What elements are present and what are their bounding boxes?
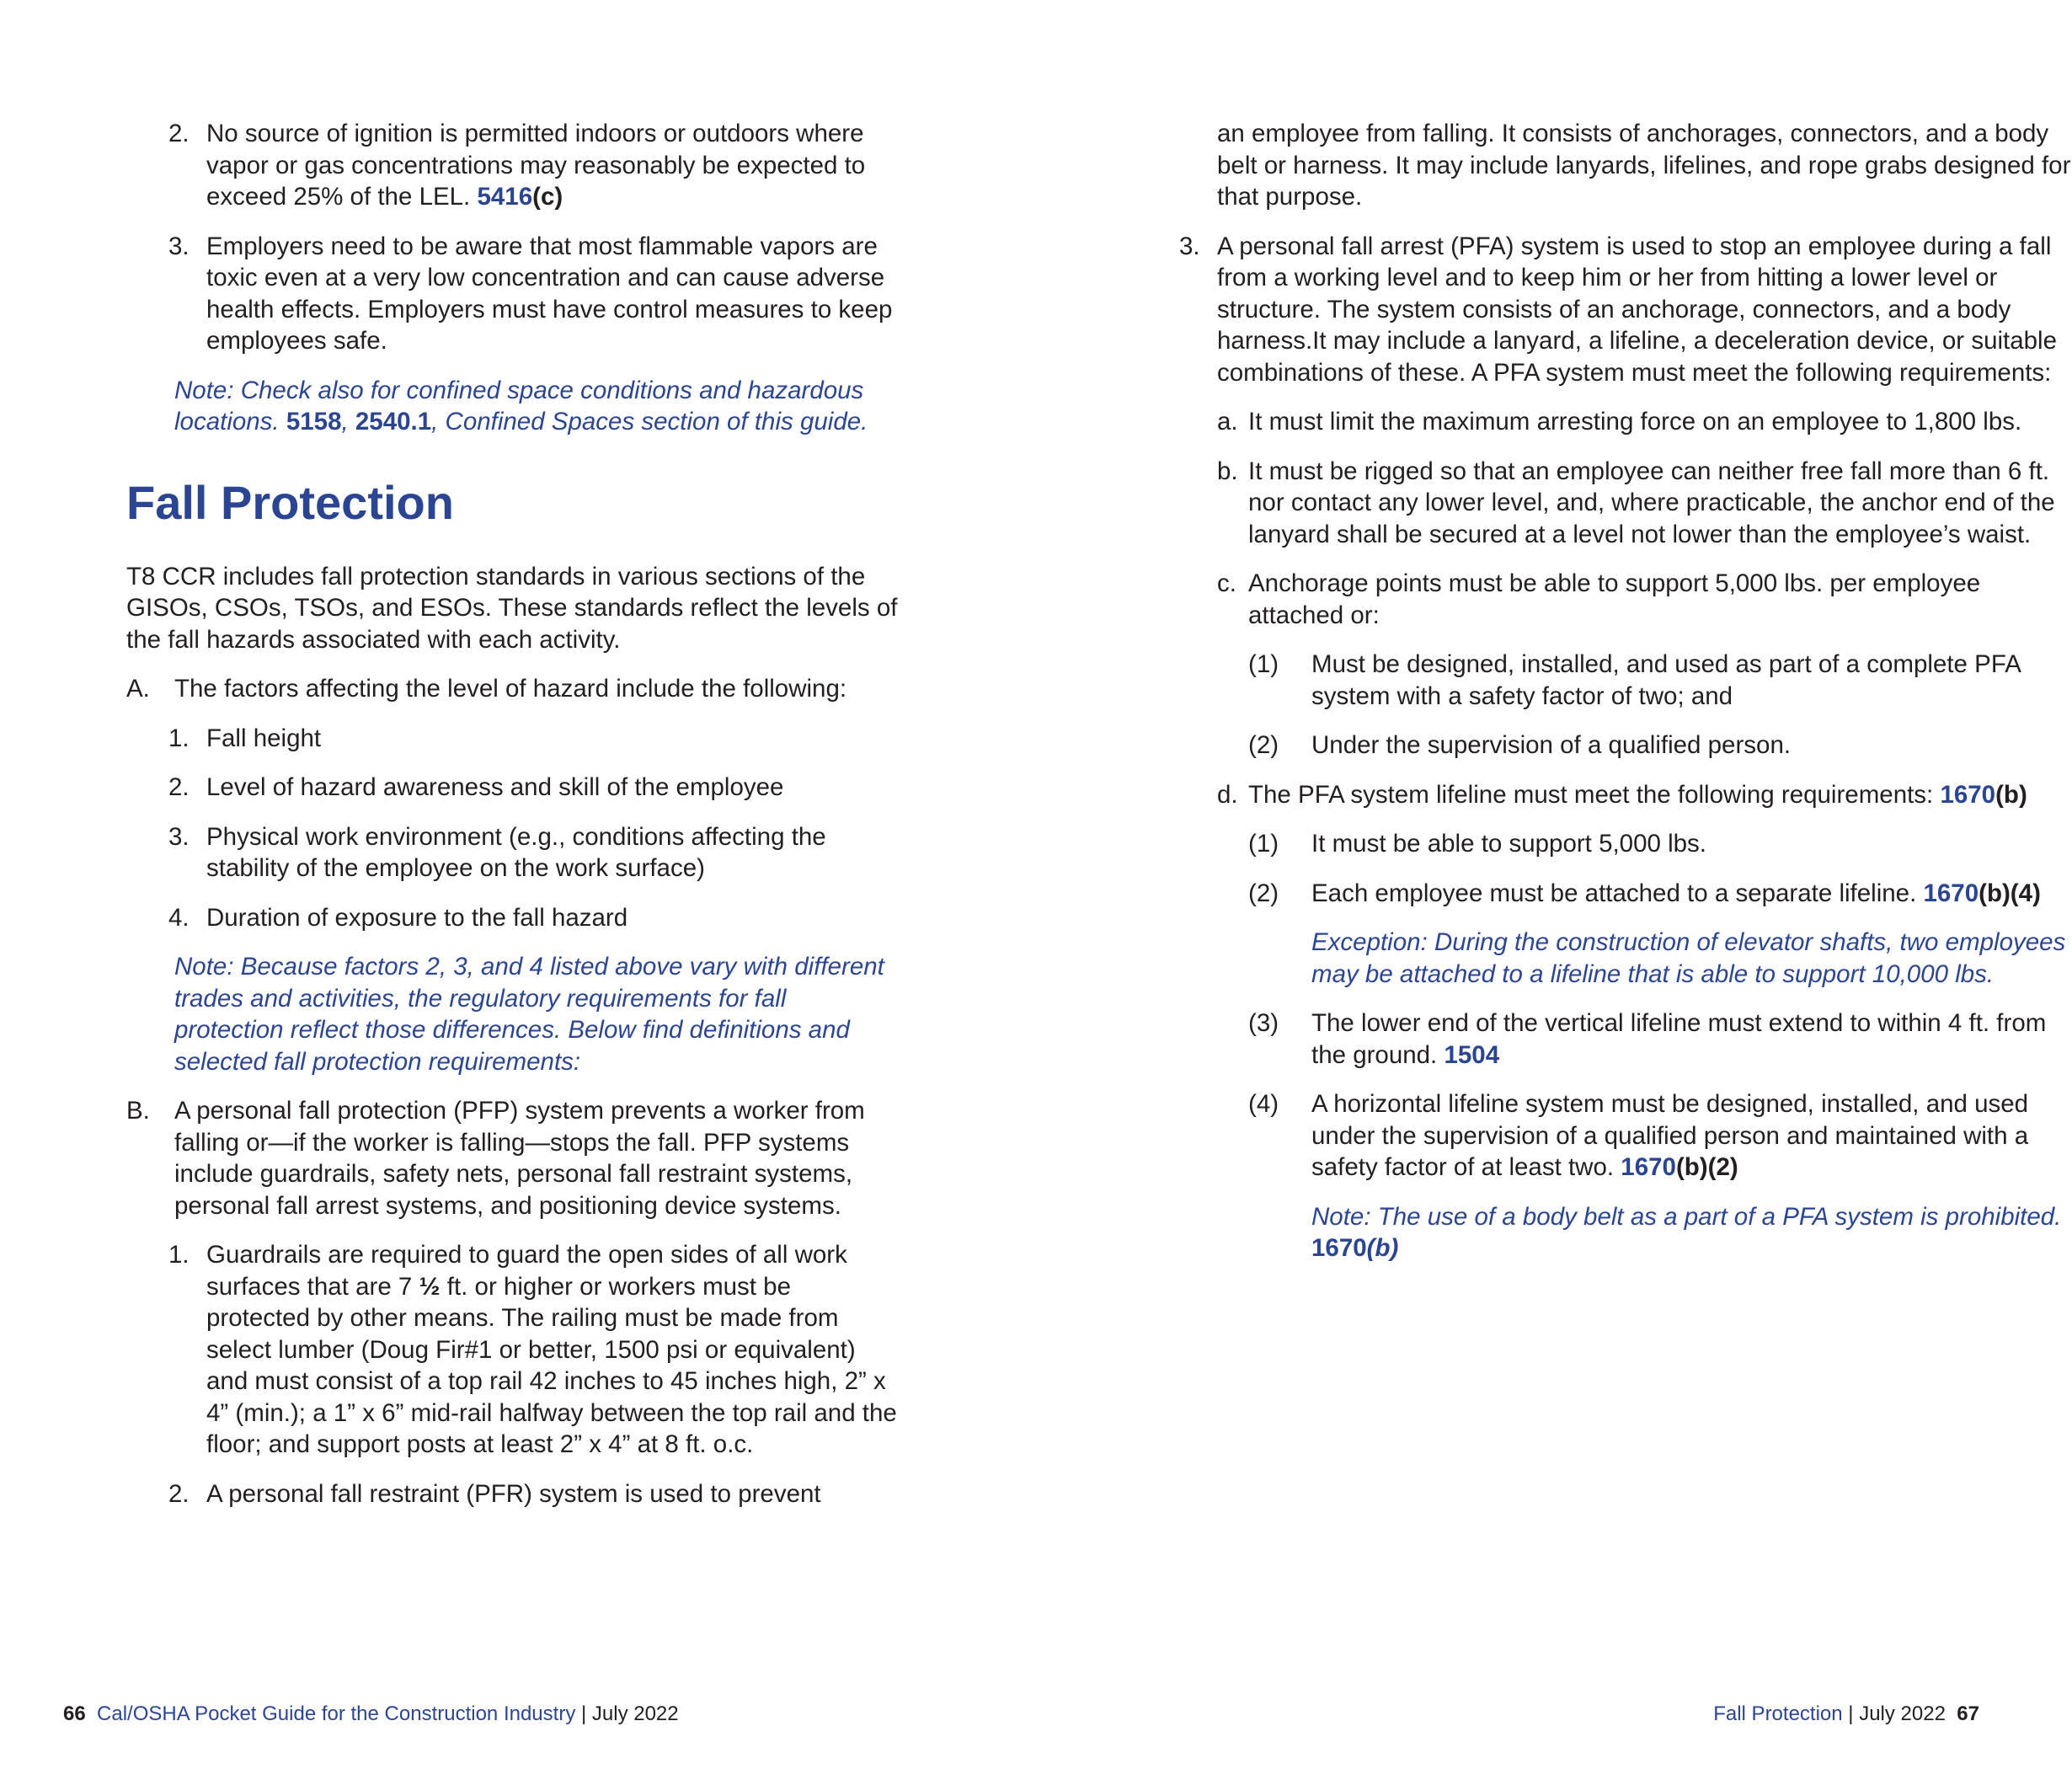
list-item-pfa: 3. A personal fall arrest (PFA) system is used to stop an employee during a fall from a working level and to keep him or her from hitting a lower level or structure. The system consists of an anchorage, connectors, and a body harness.It may include a lanyard, a lifeline, a deceleration device, or suitable combinations of these. A PFA system must meet the following requirements: (1179, 232, 2058, 387)
list-text: No source of ignition is permitted indoors or outdoors where vapor or gas concentrations may reasonably be expected to exceed 25% of the LEL. (206, 120, 866, 211)
footer-guide-title: Cal/OSHA Pocket Guide for the Construction Industry (97, 1702, 576, 1725)
sub-sub-item: (3) The lower end of the vertical lifeline must extend to within 4 ft. from the ground. 1504 (1248, 1009, 2047, 1069)
right-column (1179, 118, 2072, 1282)
body-belt-note: Note: The use of a body belt as a part of a PFA system is prohibited. 1670(b) (1311, 1202, 2062, 1262)
list-item (126, 231, 901, 357)
list-letter: A. (126, 675, 150, 703)
regulation-reference[interactable]: 1670(b) (1940, 780, 2027, 809)
regulation-reference[interactable]: 2540.1 (355, 408, 432, 436)
fraction: ½ (419, 1272, 441, 1301)
sub-item-b: b. It must be rigged so that an employee can neither free fall more than 6 ft. nor contact any lower level, and, where practicable, the anchor end of the lanyard shall be secured at a level not lower than the employee’s waist. (1217, 457, 2055, 548)
regulation-reference[interactable]: 1504 (1444, 1040, 1500, 1069)
note-factors: Note: Because factors 2, 3, and 4 listed above vary with different trades and activities, the regulatory requirements for fall protection reflect those differences. Below find definitions and selected fall protection requirements: (174, 953, 884, 1076)
list-number: 2. (168, 120, 190, 147)
regulation-reference[interactable]: 1670(b)(2) (1621, 1153, 1738, 1181)
sub-sub-item: (2) Each employee must be attached to a separate lifeline. 1670(b)(4) (1248, 879, 2041, 907)
list-item (126, 118, 901, 213)
list-item-pfr: 2. A personal fall restraint (PFR) system is used to prevent (168, 1479, 821, 1508)
sub-sub-item: (1) It must be able to support 5,000 lbs. (1248, 830, 1707, 858)
sub-sub-item: (4) A horizontal lifeline system must be designed, installed, and used under the supervision of a qualified person and maintained with a safety factor of at least two. 1670(b)(2) (1248, 1090, 2029, 1181)
regulation-reference[interactable]: 1670(b) (1311, 1234, 1399, 1262)
intro-paragraph: T8 CCR includes fall protection standards in various sections of the GISOs, CSOs, TSOs, and ESOs. These standards reflect the levels of the fall hazards associated with each activity. (126, 562, 898, 654)
left-page (0, 0, 1011, 1769)
note-confined-space: Note: Check also for confined space conditions and hazardous locations. 5158, 2540.1, Confined Spaces section of this guide. (174, 376, 868, 436)
sub-item-c: c. Anchorage points must be able to support 5,000 lbs. per employee attached or: (1217, 569, 1981, 629)
right-page (1011, 0, 2071, 1769)
footer-section-title: Fall Protection (1713, 1702, 1843, 1725)
regulation-reference[interactable]: 5158 (286, 408, 342, 436)
list-item: 1. Fall height (168, 724, 322, 752)
list-letter: B. (126, 1097, 150, 1125)
footer-date: July 2022 (591, 1702, 679, 1725)
list-item-guardrails: 1. Guardrails are required to guard the open sides of all work surfaces that are 7 ½ ft. or higher or workers must be protected by other means. The railing must be made from select lumber (Doug Fir#1 or better, 1500 psi or equivalent) and must consist of a top rail 42 inches to 45 inches high, 2” x 4” (min.); a 1” x 6” mid-rail halfway between the top rail and the floor; and support posts at least 2” x 4” at 8 ft. o.c. (168, 1241, 897, 1458)
footer-date: July 2022 (1859, 1702, 1946, 1725)
list-number: 3. (168, 232, 190, 260)
left-column (126, 118, 901, 1527)
footer-left: 66 Cal/OSHA Pocket Guide for the Construction Industry | July 2022 (63, 1702, 679, 1725)
sub-sub-item: (1) Must be designed, installed, and used as part of a complete PFA system with a safety factor of two; and (1248, 650, 2021, 710)
list-item-B (126, 1095, 901, 1221)
sub-item-a: a. It must limit the maximum arresting force on an employee to 1,800 lbs. (1217, 408, 2022, 436)
footer-right: Fall Protection | July 2022 67 (1713, 1702, 1979, 1725)
list-item: 4. Duration of exposure to the fall hazard (168, 903, 628, 932)
exception-note: Exception: During the construction of elevator shafts, two employees may be attached to a lifeline that is able to support 10,000 lbs. (1311, 928, 2066, 988)
section-heading: Fall Protection (126, 475, 454, 529)
regulation-reference[interactable]: 1670(b)(4) (1923, 879, 2041, 907)
list-item: 2. Level of hazard awareness and skill of the employee (168, 773, 784, 801)
page-number: 66 (63, 1702, 86, 1725)
list-text: Employers need to be aware that most flammable vapors are toxic even at a very low concentration and can cause adverse health effects. Employers must have control measures to keep employees safe. (206, 232, 893, 355)
list-text: A personal fall protection (PFP) system prevents a worker from falling or—if the worker is falling—stops the fall. PFP systems include guardrails, safety nets, personal fall restraint systems, personal fall arrest systems, and positioning device systems. (174, 1097, 865, 1220)
sub-sub-item: (2) Under the supervision of a qualified person. (1248, 731, 1792, 759)
list-text: The factors affecting the level of hazard include the following: (174, 675, 847, 703)
page-number: 67 (1957, 1702, 1979, 1725)
list-item: 3. Physical work environment (e.g., conditions affecting the stability of the employee on the work surface) (168, 822, 826, 882)
regulation-reference[interactable]: 5416(c) (477, 183, 563, 211)
list-item-A (126, 673, 901, 705)
continued-text: an employee from falling. It consists of anchorages, connectors, and a body belt or harness. It may include lanyards, lifelines, and rope grabs designed for that purpose. (1217, 120, 2071, 211)
sub-item-d: d. The PFA system lifeline must meet the following requirements: 1670(b) (1217, 780, 2027, 809)
